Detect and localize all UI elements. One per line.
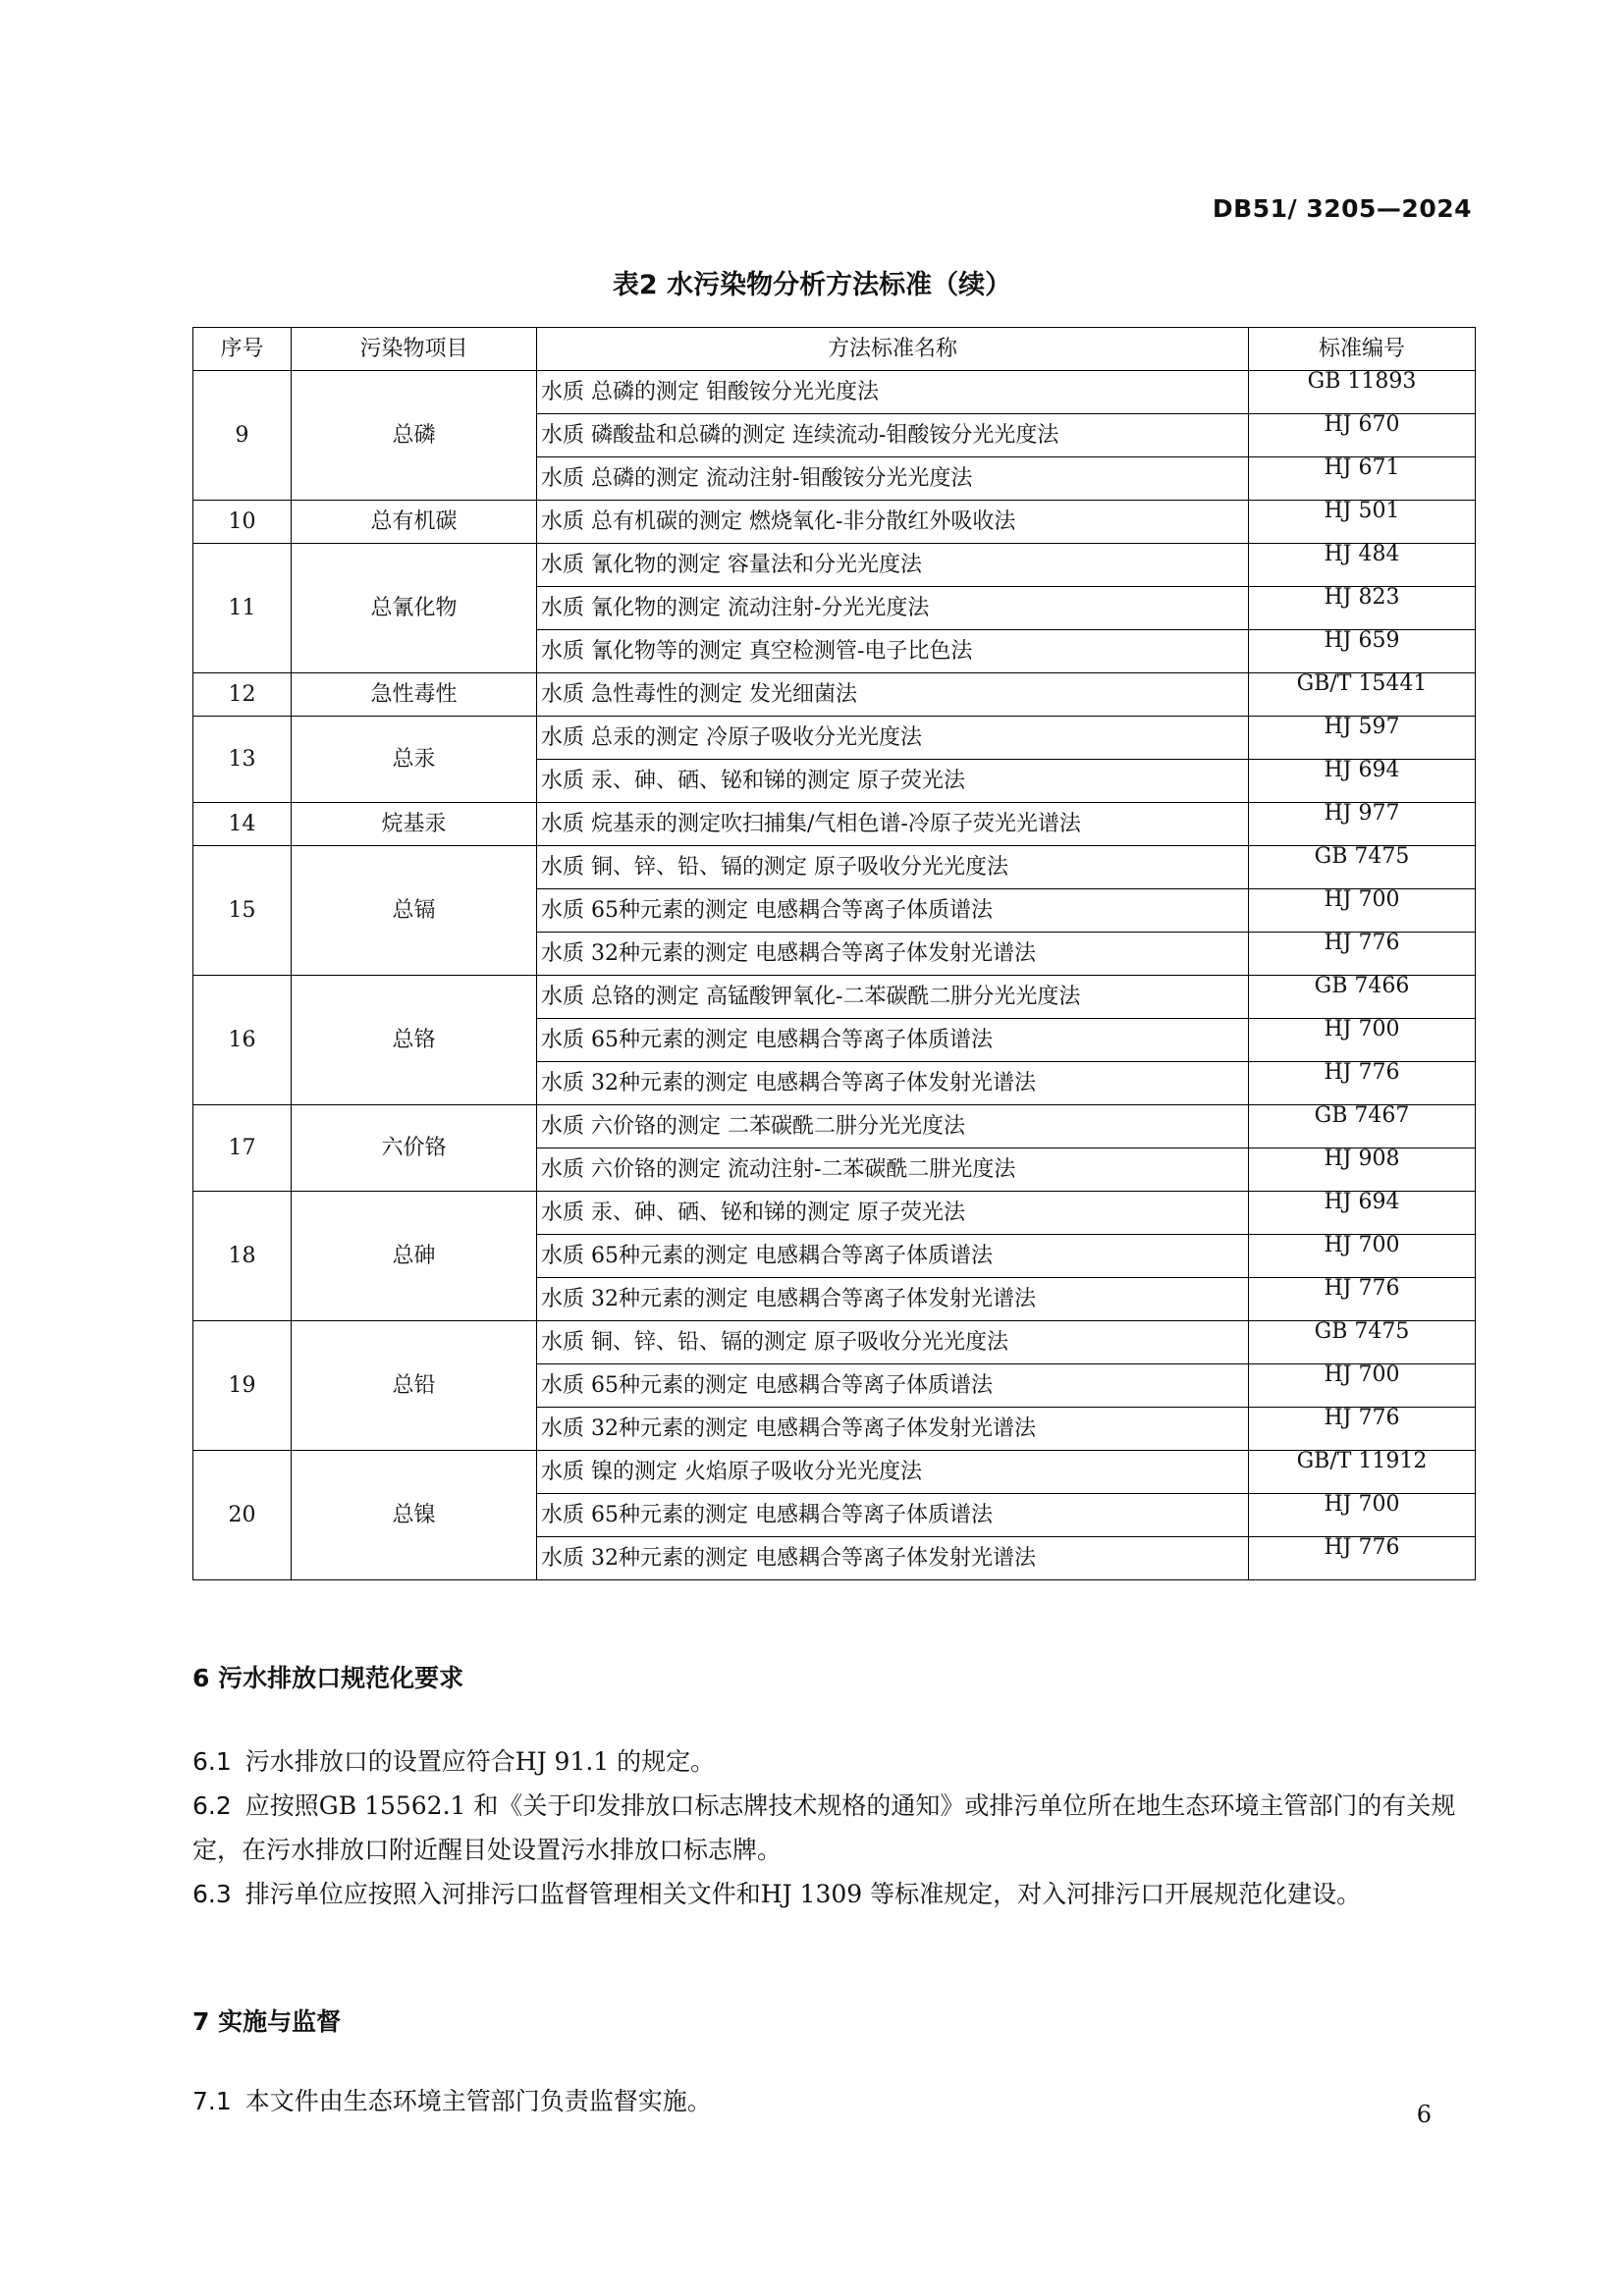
cell-serial-no: 19 [193, 1321, 292, 1451]
cell-method-name: 水质 急性毒性的测定 发光细菌法 [537, 673, 1249, 717]
cell-standard-code: HJ 659 [1249, 630, 1476, 673]
cell-standard-code: GB 7466 [1249, 976, 1476, 1019]
cell-standard-code: HJ 671 [1249, 457, 1476, 501]
cell-standard-code: HJ 823 [1249, 587, 1476, 630]
clause-number: 6.1 [192, 1747, 232, 1776]
cell-method-name: 水质 总磷的测定 流动注射-钼酸铵分光光度法 [537, 457, 1249, 501]
cell-standard-code: GB 7475 [1249, 846, 1476, 889]
cell-method-name: 水质 六价铬的测定 二苯碳酰二肼分光光度法 [537, 1105, 1249, 1148]
cell-method-name: 水质 65种元素的测定 电感耦合等离子体质谱法 [537, 1235, 1249, 1278]
page-number: 6 [1416, 2101, 1432, 2128]
table-row [193, 1105, 1476, 1148]
cell-method-name: 水质 汞、砷、硒、铋和锑的测定 原子荧光法 [537, 760, 1249, 803]
cell-standard-code: GB 7467 [1249, 1105, 1476, 1148]
table-row [193, 501, 1476, 544]
cell-standard-code: HJ 700 [1249, 1494, 1476, 1537]
cell-serial-no: 15 [193, 846, 292, 976]
cell-standard-code: HJ 484 [1249, 544, 1476, 587]
table-row [193, 717, 1476, 760]
table-row [193, 1192, 1476, 1235]
cell-method-name: 水质 32种元素的测定 电感耦合等离子体发射光谱法 [537, 1408, 1249, 1451]
cell-standard-code: GB/T 11912 [1249, 1451, 1476, 1494]
table-row [193, 803, 1476, 846]
cell-standard-code: HJ 700 [1249, 1364, 1476, 1408]
cell-method-name: 水质 磷酸盐和总磷的测定 连续流动-钼酸铵分光光度法 [537, 414, 1249, 457]
table-row [193, 846, 1476, 889]
cell-pollutant: 总铬 [292, 976, 537, 1105]
cell-pollutant: 总铅 [292, 1321, 537, 1451]
cell-method-name: 水质 32种元素的测定 电感耦合等离子体发射光谱法 [537, 1278, 1249, 1321]
cell-method-name: 水质 65种元素的测定 电感耦合等离子体质谱法 [537, 1019, 1249, 1062]
cell-serial-no: 14 [193, 803, 292, 846]
cell-method-name: 水质 总磷的测定 钼酸铵分光光度法 [537, 371, 1249, 414]
cell-standard-code: HJ 700 [1249, 1019, 1476, 1062]
cell-standard-code: GB 11893 [1249, 371, 1476, 414]
cell-pollutant: 急性毒性 [292, 673, 537, 717]
clause-6-2 [192, 1784, 1479, 1872]
clause-text: 应按照GB 15562.1 和《关于印发排放口标志牌技术规格的通知》或排污单位所在地生态环境主管部门的有关规定，在污水排放口附近醒目处设置污水排放口标志牌。 [192, 1791, 1456, 1864]
cell-pollutant: 烷基汞 [292, 803, 537, 846]
cell-standard-code: HJ 694 [1249, 1192, 1476, 1235]
cell-standard-code: HJ 694 [1249, 760, 1476, 803]
cell-serial-no: 20 [193, 1451, 292, 1580]
cell-method-name: 水质 铜、锌、铅、镉的测定 原子吸收分光光度法 [537, 1321, 1249, 1364]
header-item: 污染物项目 [292, 328, 537, 371]
cell-standard-code: HJ 597 [1249, 717, 1476, 760]
cell-method-name: 水质 32种元素的测定 电感耦合等离子体发射光谱法 [537, 933, 1249, 976]
cell-serial-no: 16 [193, 976, 292, 1105]
table-title: 表2 水污染物分析方法标准（续） [612, 270, 1012, 300]
cell-serial-no: 17 [193, 1105, 292, 1192]
cell-method-name: 水质 汞、砷、硒、铋和锑的测定 原子荧光法 [537, 1192, 1249, 1235]
table-row [193, 976, 1476, 1019]
clause-number: 6.3 [192, 1880, 232, 1908]
cell-pollutant: 总磷 [292, 371, 537, 501]
cell-serial-no: 11 [193, 544, 292, 673]
cell-standard-code: HJ 776 [1249, 1278, 1476, 1321]
header-method: 方法标准名称 [537, 328, 1249, 371]
clause-7-1 [192, 2079, 1479, 2123]
cell-serial-no: 9 [193, 371, 292, 501]
clause-number: 6.2 [192, 1791, 232, 1820]
cell-method-name: 水质 镍的测定 火焰原子吸收分光光度法 [537, 1451, 1249, 1494]
cell-pollutant: 总镉 [292, 846, 537, 976]
cell-standard-code: HJ 776 [1249, 1537, 1476, 1580]
cell-standard-code: GB/T 15441 [1249, 673, 1476, 717]
cell-method-name: 水质 烷基汞的测定吹扫捕集/气相色谱-冷原子荧光光谱法 [537, 803, 1249, 846]
table-row [193, 673, 1476, 717]
clause-6-1 [192, 1739, 1479, 1784]
section-6-heading: 6 污水排放口规范化要求 [192, 1664, 464, 1692]
cell-method-name: 水质 总汞的测定 冷原子吸收分光光度法 [537, 717, 1249, 760]
cell-pollutant: 六价铬 [292, 1105, 537, 1192]
table-body [193, 371, 1476, 1580]
cell-serial-no: 18 [193, 1192, 292, 1321]
cell-pollutant: 总砷 [292, 1192, 537, 1321]
cell-method-name: 水质 六价铬的测定 流动注射-二苯碳酰二肼光度法 [537, 1148, 1249, 1192]
clause-text: 排污单位应按照入河排污口监督管理相关文件和HJ 1309 等标准规定，对入河排污口开展规范化建设。 [244, 1880, 1362, 1908]
document-code: DB51/ 3205—2024 [1212, 194, 1472, 223]
cell-method-name: 水质 32种元素的测定 电感耦合等离子体发射光谱法 [537, 1062, 1249, 1105]
cell-standard-code: HJ 670 [1249, 414, 1476, 457]
cell-standard-code: HJ 977 [1249, 803, 1476, 846]
cell-pollutant: 总镍 [292, 1451, 537, 1580]
cell-method-name: 水质 铜、锌、铅、镉的测定 原子吸收分光光度法 [537, 846, 1249, 889]
cell-method-name: 水质 氰化物的测定 流动注射-分光光度法 [537, 587, 1249, 630]
cell-standard-code: HJ 700 [1249, 1235, 1476, 1278]
table-row [193, 544, 1476, 587]
cell-serial-no: 13 [193, 717, 292, 803]
clause-text: 污水排放口的设置应符合HJ 91.1 的规定。 [244, 1747, 716, 1776]
cell-serial-no: 12 [193, 673, 292, 717]
table-row [193, 1451, 1476, 1494]
cell-method-name: 水质 氰化物等的测定 真空检测管-电子比色法 [537, 630, 1249, 673]
clause-6-3 [192, 1872, 1479, 1916]
cell-standard-code: HJ 700 [1249, 889, 1476, 933]
cell-method-name: 水质 65种元素的测定 电感耦合等离子体质谱法 [537, 889, 1249, 933]
clause-number: 7.1 [192, 2087, 232, 2115]
section-7-heading: 7 实施与监督 [192, 2007, 342, 2036]
cell-method-name: 水质 65种元素的测定 电感耦合等离子体质谱法 [537, 1494, 1249, 1537]
cell-serial-no: 10 [193, 501, 292, 544]
cell-standard-code: HJ 776 [1249, 1408, 1476, 1451]
cell-method-name: 水质 65种元素的测定 电感耦合等离子体质谱法 [537, 1364, 1249, 1408]
cell-pollutant: 总汞 [292, 717, 537, 803]
table-row [193, 371, 1476, 414]
cell-standard-code: HJ 501 [1249, 501, 1476, 544]
cell-method-name: 水质 氰化物的测定 容量法和分光光度法 [537, 544, 1249, 587]
cell-method-name: 水质 32种元素的测定 电感耦合等离子体发射光谱法 [537, 1537, 1249, 1580]
cell-method-name: 水质 总铬的测定 高锰酸钾氧化-二苯碳酰二肼分光光度法 [537, 976, 1249, 1019]
cell-standard-code: HJ 776 [1249, 933, 1476, 976]
header-no: 序号 [193, 328, 292, 371]
table-row [193, 1321, 1476, 1364]
cell-pollutant: 总氰化物 [292, 544, 537, 673]
table-header-row [193, 328, 1476, 371]
clause-text: 本文件由生态环境主管部门负责监督实施。 [244, 2087, 712, 2115]
cell-method-name: 水质 总有机碳的测定 燃烧氧化-非分散红外吸收法 [537, 501, 1249, 544]
cell-pollutant: 总有机碳 [292, 501, 537, 544]
cell-standard-code: HJ 776 [1249, 1062, 1476, 1105]
methods-table [192, 327, 1476, 1580]
cell-standard-code: GB 7475 [1249, 1321, 1476, 1364]
header-code: 标准编号 [1249, 328, 1476, 371]
cell-standard-code: HJ 908 [1249, 1148, 1476, 1192]
